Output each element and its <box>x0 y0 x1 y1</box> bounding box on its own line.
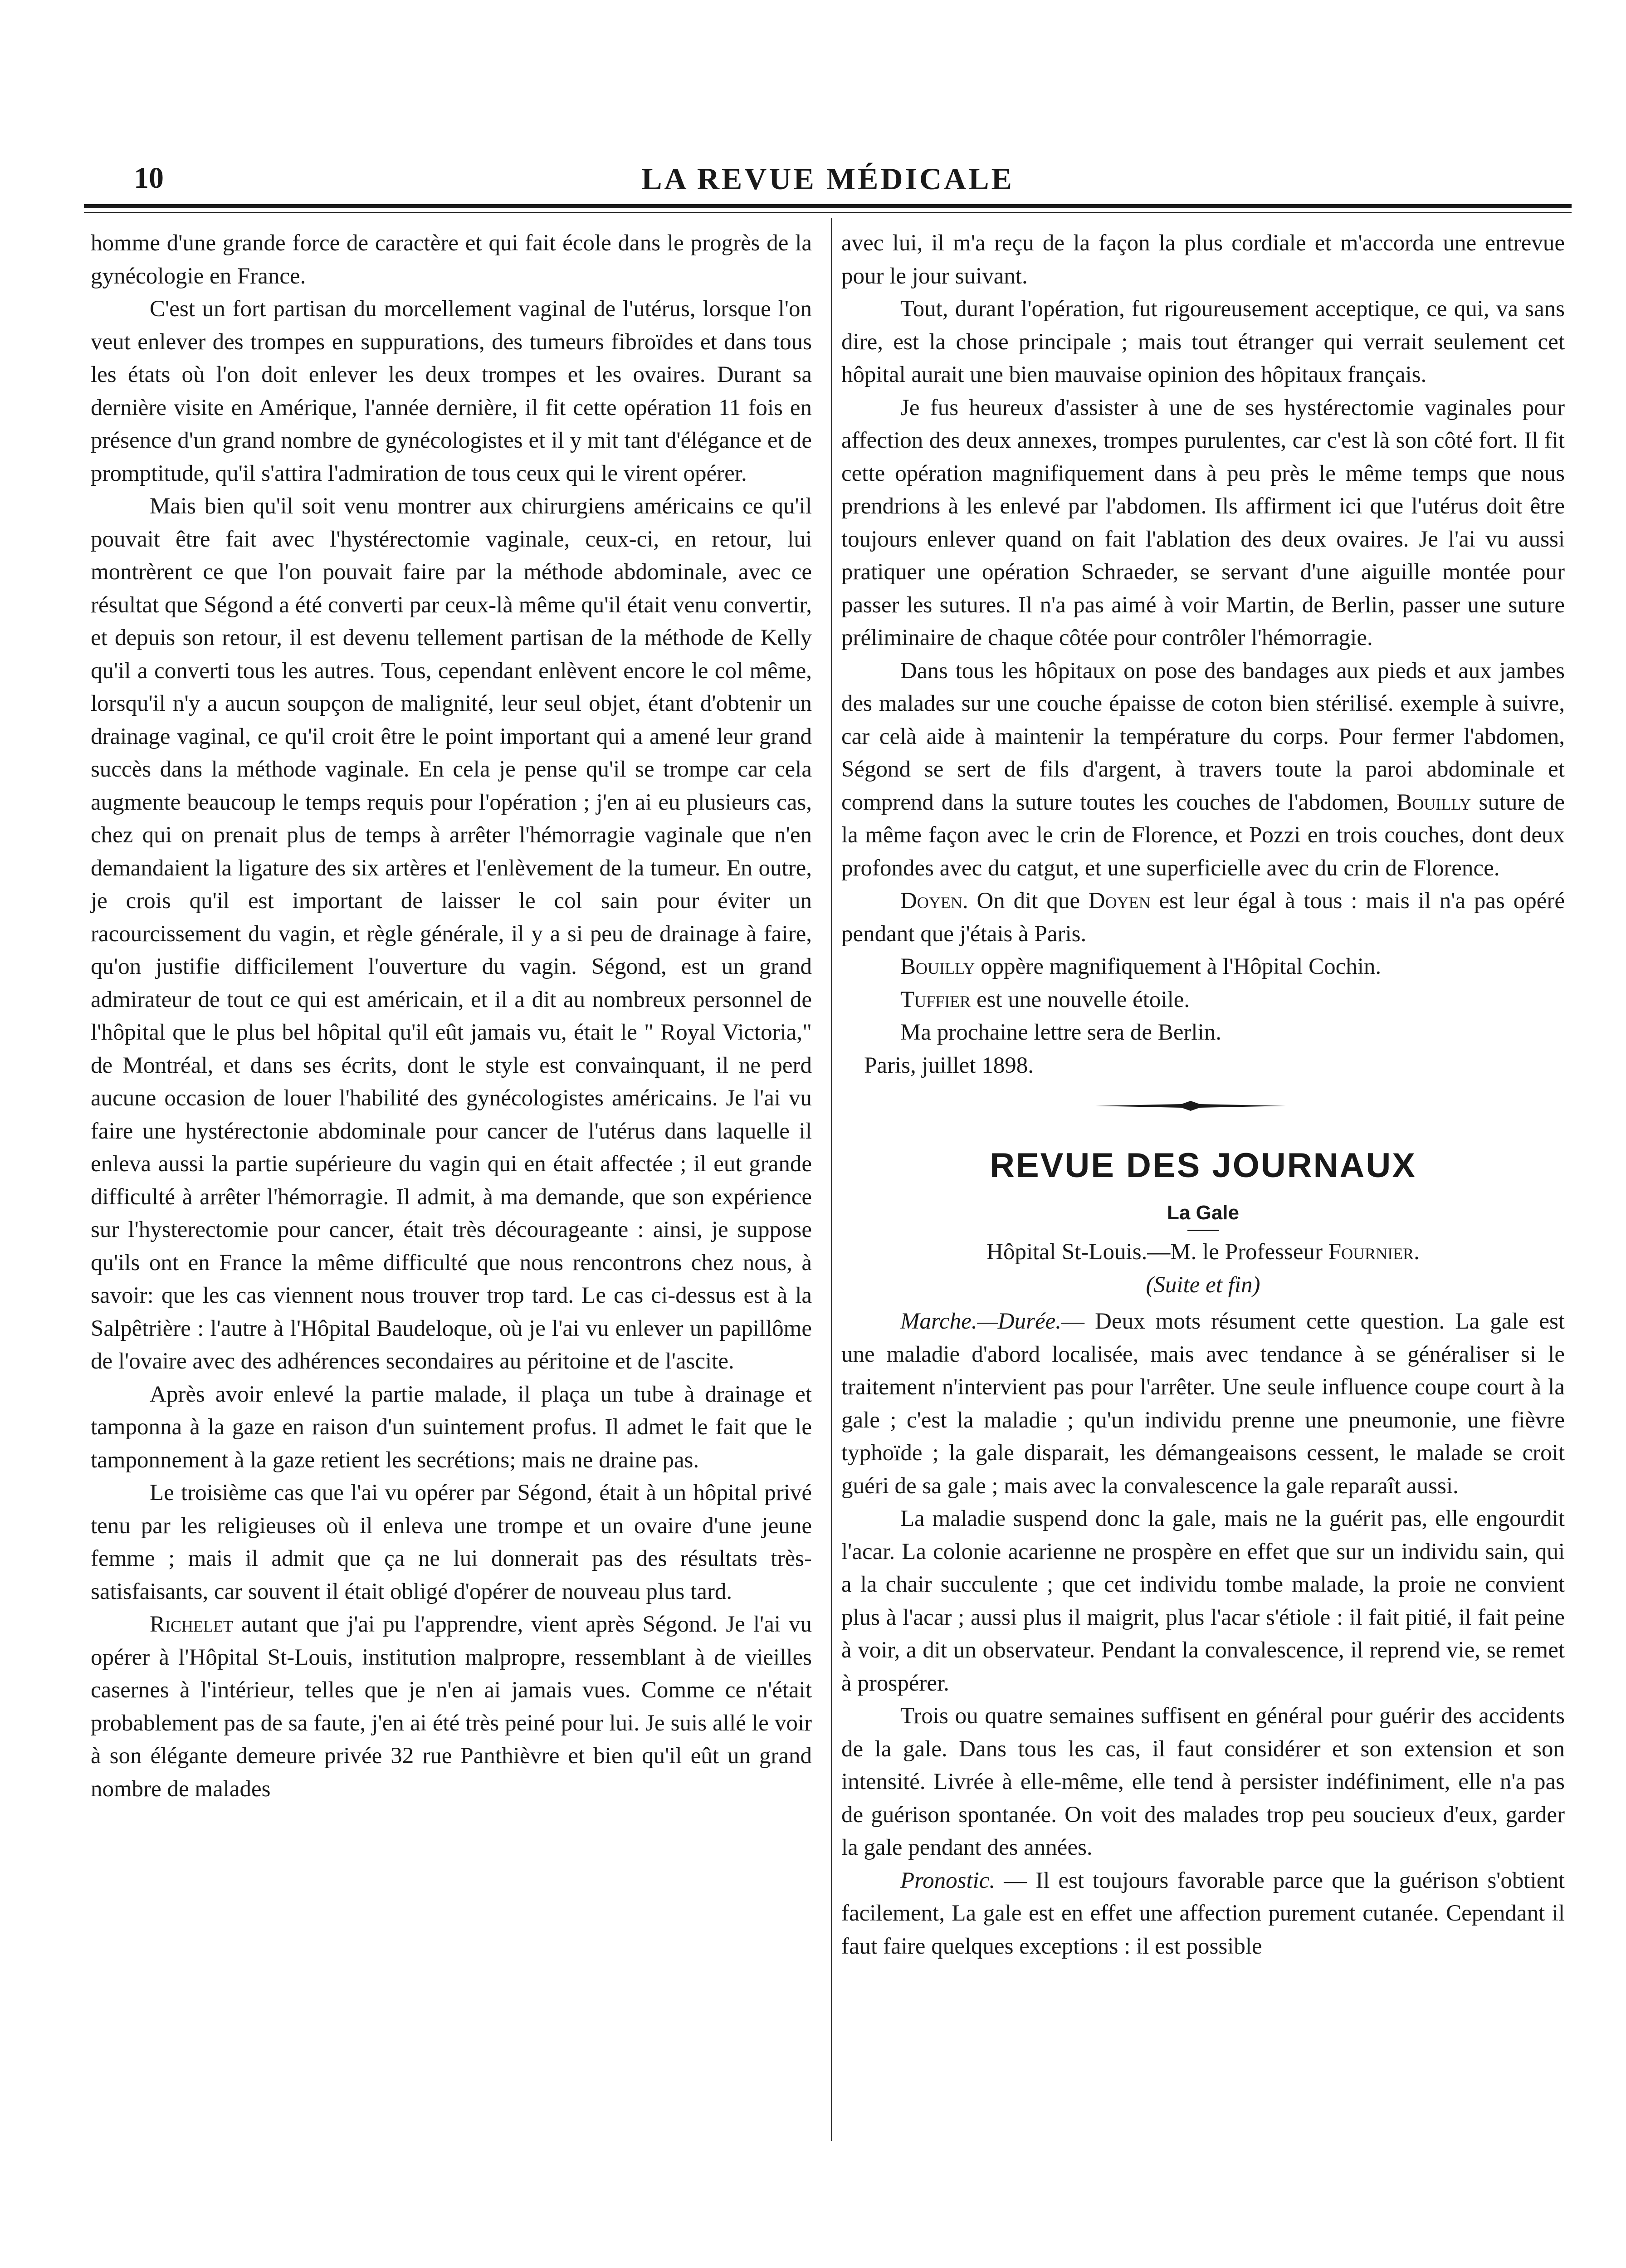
paragraph <box>841 1864 1565 1963</box>
paragraph: Le troisième cas que l'ai vu opérer par Ségond, était à un hôpital privé tenu par les religieuses où il enleva une trompe et un ovaire d'une jeune femme ; mais il admit que ça ne lui donnerait pas des résultats très-satisfaisants, car souvent il était obligé d'opérer de nouveau plus tard. <box>91 1480 812 1604</box>
ornament-rule-icon <box>1095 1100 1286 1112</box>
article-title: La Gale <box>1167 1202 1239 1224</box>
paragraph-text: Dans tous les hôpitaux on pose des bandages aux pieds et aux jambes des malades sur une couche épaisse de coton bien stérilisé. exemple à suivre, car celà aide à maintenir la température du corps. Pour fermer l'abdomen, Ségond se sert de fils d'argent, à travers toute la paroi abdominale et comprend dans la suture toutes les couches de l'abdomen, <box>841 658 1565 815</box>
title-rule <box>1187 1230 1219 1231</box>
paragraph-text: est leur égal à tous : mais il n'a pas opéré pendant que j'étais à Paris. <box>841 888 1565 947</box>
paragraph: Ma prochaine lettre sera de Berlin. <box>900 1020 1222 1045</box>
paragraph: avec lui, il m'a reçu de la façon la plus cordiale et m'accorda une entrevue pour le jour suivant. <box>841 230 1565 289</box>
paragraph: Tout, durant l'opération, fut rigoureusement acceptique, ce qui, va sans dire, est la chose principale ; mais tout étranger qui verrait seulement cet hôpital aurait une bien mauvaise opinion des hôpitaux français. <box>841 296 1565 387</box>
letter-closing <box>841 950 1565 1082</box>
article-byline <box>841 1236 1565 1269</box>
header-rule-thin <box>84 212 1572 213</box>
column-divider <box>831 218 832 2141</box>
byline-text: Hôpital St-Louis.—M. le Professeur <box>986 1239 1323 1265</box>
person-name: Fournier. <box>1328 1239 1420 1265</box>
header-rule <box>84 204 1572 208</box>
paragraph-text: — Deux mots résument cette question. La gale est une maladie d'abord localisée, mais avec tendance à se généraliser si le traitement n'intervient pas pour l'arrêter. Une seule influence coupe court à la gale ; c'est la maladie ; qu'un individu prenne une pneumonie, une fièvre typhoïde ; la gale disparait, les démangeaisons cessent, le malade se croit guéri de sa gale ; mais avec la convalescence la gale reparaît aussi. <box>841 1309 1565 1499</box>
person-name: Doyen. <box>900 888 968 914</box>
paragraph <box>841 950 1565 983</box>
paragraph <box>841 1305 1565 1502</box>
right-column <box>841 227 1565 1963</box>
person-name: Doyen <box>1088 888 1151 914</box>
person-name: Bouilly <box>1397 789 1471 815</box>
paragraph-text: oppère magnifiquement à l'Hôpital Cochin. <box>981 954 1382 979</box>
paragraph-label: Pronostic. <box>900 1867 996 1893</box>
paragraph-text: est une nouvelle étoile. <box>976 987 1190 1012</box>
section-ornament <box>841 1082 1565 1136</box>
paragraph: Je fus heureux d'assister à une de ses hystérectomie vaginales pour affection des deux annexes, trompes purulentes, car c'est là son côté fort. Il fit cette opération magnifiquement dans à peu près le même temps que nous prendrions à les enlevé par l'abdomen. Ils affirment ici que l'utérus doit être toujours enlever quand on fait l'ablation des deux ovaires. Je l'ai vu aussi pratiquer une opération Schraeder, se servant d'une aiguille montée pour passer les sutures. Il n'a pas aimé à voir Martin, de Berlin, passer une suture préliminaire de chaque côtée pour contrôler l'hémorragie. <box>841 395 1565 650</box>
journal-title: LA REVUE MÉDICALE <box>641 161 1014 196</box>
person-name: Richelet <box>150 1612 233 1637</box>
paragraph <box>91 1608 812 1805</box>
paragraph <box>841 983 1565 1017</box>
section-title: REVUE DES JOURNAUX <box>990 1146 1416 1185</box>
paragraph-label: Marche.—Durée. <box>900 1309 1062 1334</box>
paragraph <box>841 655 1565 885</box>
paragraph: Après avoir enlevé la partie malade, il plaça un tube à drainage et tamponna à la gaze en raison d'un suintement profus. Il admet le fait que le tamponnement à la gaze retient les secrétions; mais ne draine pas. <box>91 1381 812 1473</box>
page-number: 10 <box>134 161 164 195</box>
paragraph <box>841 885 1565 950</box>
page-header <box>86 161 1569 202</box>
person-name: Tuffier <box>900 987 971 1012</box>
paragraph-text: — Il est toujours favorable parce que la guérison s'obtient facilement, La gale est en effet une affection purement cutanée. Cependant il faut faire quelques exceptions : il est possible <box>841 1867 1565 1959</box>
paragraph: Mais bien qu'il soit venu montrer aux chirurgiens américains ce qu'il pouvait être fait avec l'hystérectomie vaginale, ceux-ci, en retour, lui montrèrent ce que l'on pouvait faire par la méthode abdominale, avec ce résultat que Ségond a été converti par ceux-là même qu'il était venu convertir, et depuis son retour, il est devenu tellement partisan de la méthode de Kelly qu'il a converti tous les autres. Tous, cependant enlèvent encore le col même, lorsqu'il n'y a aucun soupçon de malignité, leur seul objet, étant d'obtenir un drainage vaginal, ce qu'il croit être le point important qui a amené leur grand succès dans la méthode vaginale. En cela je pense qu'il se trompe car cela augmente beaucoup le temps requis pour l'opération ; j'en ai eu plusieurs cas, chez qui on prenait plus de temps à arrêter l'hémorragie vaginale que n'en demandaient la ligature des six artères et l'enlèvement de la tumeur. En outre, je crois qu'il est important de laisser le col sain pour éviter un racourcissement du vagin, et règle générale, il y a si peu de drainage à faire, qu'on justifie difficilement l'ouverture du vagin. Ségond, est un grand admirateur de tout ce qui est américain, et il a dit au nombreux personnel de l'hôpital que le plus bel hôpital qu'il eût jamais vu, était le " Royal Victoria," de Montréal, et dans ses écrits, dont le style est convainquant, il ne perd aucune occasion de louer l'habilité des gynécologistes américains. Je l'ai vu faire une hystérectonie abdominale pour cancer de l'utérus dans laquelle il enleva aussi la partie supérieure du vagin qui en était affectée ; il eut grande difficulté à arrêter l'hémorragie. Il admit, à ma demande, que son expérience sur l'hysterectomie pour cancer, était très décourageante : ainsi, je suppose qu'ils ont en France la même difficulté que nous rencontrons chez nous, à savoir: que les cas viennent nous trouver trop tard. Le cas ci-dessus est à la Salpêtrière : l'autre à l'Hôpital Baudeloque, où je l'ai vu enlever un papillôme de l'ovaire avec des adhérences secondaires au péritoine et de l'ascite. <box>91 494 812 1374</box>
paragraph-text: autant que j'ai pu l'apprendre, vient après Ségond. Je l'ai vu opérer à l'Hôpital St-Louis, institution malpropre, ressemblant à de vieilles casernes à l'intérieur, telles que je n'en ai jamais vues. Comme ce n'était probablement pas de sa faute, j'en ai été très peiné pour lui. Je suis allé le voir à son élégante demeure privée 32 rue Panthièvre et bien qu'il eût un grand nombre de malades <box>91 1612 812 1802</box>
continuation-note: (Suite et fin) <box>1146 1272 1260 1298</box>
place-date: Paris, juillet 1898. <box>864 1052 1034 1078</box>
paragraph-text: suture de la même façon avec le crin de Florence, et Pozzi en trois couches, dont deux profondes avec du catgut, et une superficielle avec du crin de Florence. <box>841 789 1565 881</box>
paragraph: La maladie suspend donc la gale, mais ne la guérit pas, elle engourdit l'acar. La colonie acarienne ne prospère en effet que sur un individu sain, qui a la chair succulente ; que cet individu tombe malade, la proie ne convient plus à l'acar ; aussi plus il maigrit, plus l'acar s'étiole : il fait pitié, il fait peine à voir, a dit un observateur. Pendant la convalescence, il reprend vie, se remet à prospérer. <box>841 1506 1565 1696</box>
paragraph-text: On dit que <box>977 888 1080 914</box>
person-name: Bouilly <box>900 954 975 979</box>
paragraph: homme d'une grande force de caractère et qui fait école dans le progrès de la gynécologie en France. <box>91 230 812 289</box>
left-column <box>91 227 812 1805</box>
paragraph: C'est un fort partisan du morcellement vaginal de l'utérus, lorsque l'on veut enlever des trompes en suppurations, des tumeurs fibroïdes et dans tous les états où l'on doit enlever les deux trompes et les ovaires. Durant sa dernière visite en Amérique, l'année dernière, il fit cette opération 11 fois en présence d'un grand nombre de gynécologistes et il y mit tant d'élégance et de promptitude, qu'il s'attira l'admiration de tous ceux qui le virent opérer. <box>91 296 812 486</box>
paragraph: Trois ou quatre semaines suffisent en général pour guérir des accidents de la gale. Dans tous les cas, il faut considérer et son extension et son intensité. Livrée à elle-même, elle tend à persister indéfiniment, elle n'a pas de guérison spontanée. On voit des malades trop peu soucieux d'eux, garder la gale pendant des années. <box>841 1703 1565 1860</box>
